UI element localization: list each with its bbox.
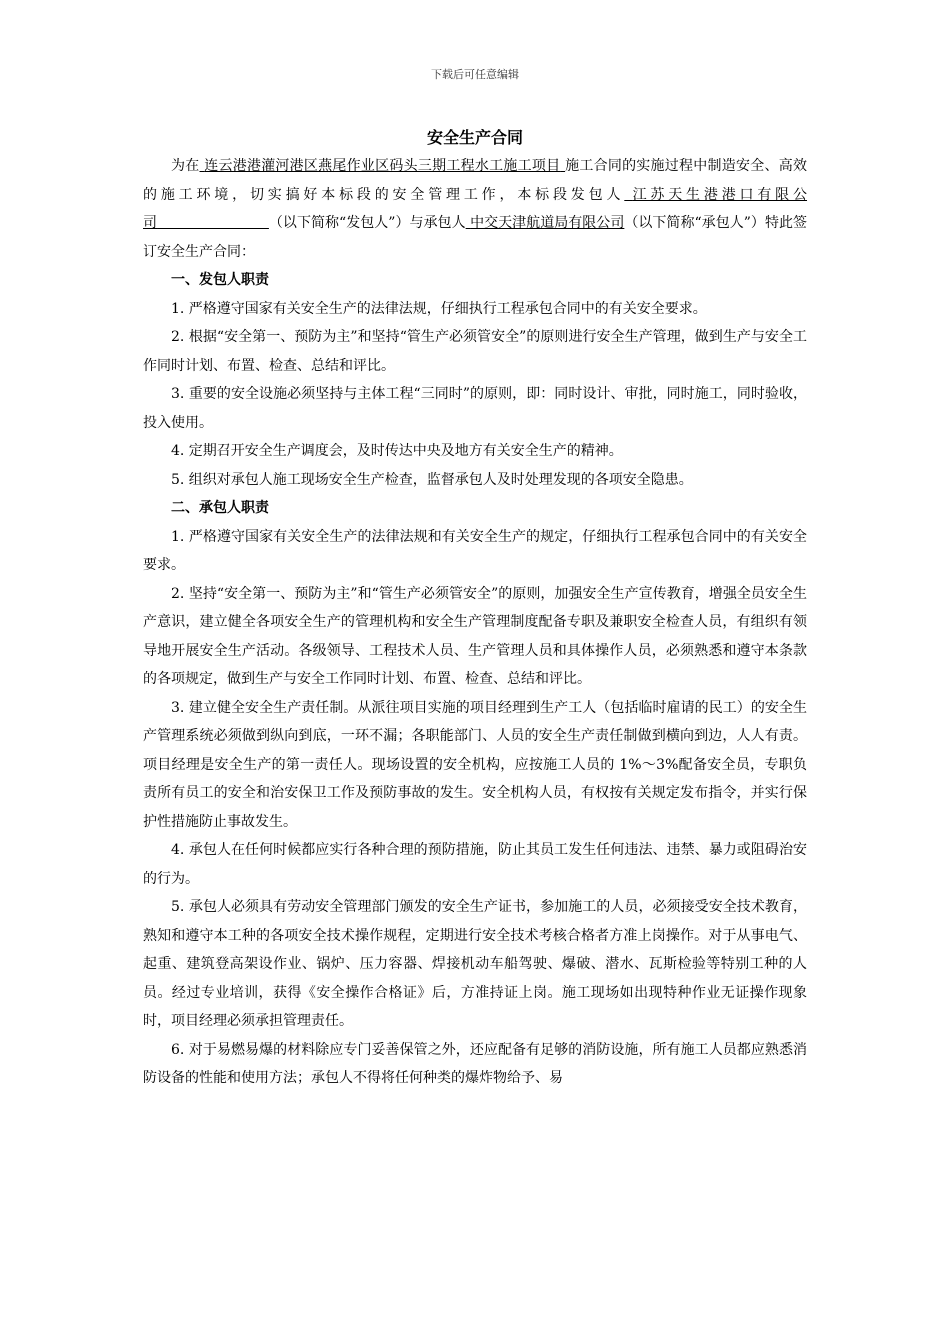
intro-paragraph <box>143 152 807 266</box>
section-2-item-1: 1. 严格遵守国家有关安全生产的法律法规和有关安全生产的规定，仔细执行工程承包合同中的有关安全要求。 <box>143 528 807 573</box>
section-2-heading: 二、承包人职责 <box>171 500 269 516</box>
intro-text-3: （以下简称“发包人”）与承包人 <box>268 215 466 231</box>
document-body <box>143 124 807 1093</box>
section-2-item-5: 5. 承包人必须具有劳动安全管理部门颁发的安全生产证书，参加施工的人员，必须接受安全技术教育，熟知和遵守本工种的各项安全技术操作规程，定期进行安全技术考核合格者方准上岗操作。对于从事电气、起重、建筑登高架设作业、锅炉、压力容器、焊接机动车船驾驶、爆破、潜水、瓦斯检验等特别工种的人员。经过专业培训，获得《安全操作合格证》后，方准持证上岗。施工现场如出现特种作业无证操作现象时，项目经理必须承担管理责任。 <box>143 899 807 1029</box>
intro-text-2: 施工合同的实施过程中制造安全、高效的施工环境，切实搞好本标段的安全管理工作，本标段发包人 <box>143 158 808 203</box>
section-2-item-4: 4. 承包人在任何时候都应实行各种合理的预防措施，防止其员工发生任何违法、违禁、暴力或阻碍治安的行为。 <box>143 842 807 887</box>
intro-text-1: 为在 <box>171 158 200 174</box>
project-name: 连云港港灌河港区燕尾作业区码头三期工程水工施工项目 <box>204 158 561 174</box>
section-2-item-3: 3. 建立健全安全生产责任制。从派往项目实施的项目经理到生产工人（包括临时雇请的民工）的安全生产管理系统必须做到纵向到底，一环不漏；各职能部门、人员的安全生产责任制做到横向到边，人人有责。项目经理是安全生产的第一责任人。现场设置的安全机构，应按施工人员的 1%～3%配备安全员，专职负责所有员工的安全和治安保卫工作及预防事故的发生。安全机构人员，有权按有关规定发布指令，并实行保护性措施防止事故发生。 <box>143 699 807 830</box>
employer-name: 江苏天生港港口有限公司 <box>143 186 808 231</box>
contractor-name: 中交天津航道局有限公司 <box>470 215 625 231</box>
section-1-heading: 一、发包人职责 <box>171 272 269 288</box>
document-title: 安全生产合同 <box>426 128 523 147</box>
header-note: 下载后可任意编辑 <box>431 68 519 81</box>
section-1-item-5: 5. 组织对承包人施工现场安全生产检查，监督承包人及时处理发现的各项安全隐患。 <box>171 471 693 488</box>
section-1-item-2: 2. 根据“安全第一、预防为主”和坚持“管生产必须管安全”的原则进行安全生产管理，做到生产与安全工作同时计划、布置、检查、总结和评比。 <box>143 329 807 374</box>
intro-text-4: （以下简称“承包人”）特此签订安全生产合同： <box>143 215 807 260</box>
section-1-item-1: 1. 严格遵守国家有关安全生产的法律法规，仔细执行工程承包合同中的有关安全要求。 <box>171 300 707 317</box>
section-1-item-4: 4. 定期召开安全生产调度会，及时传达中央及地方有关安全生产的精神。 <box>171 443 623 459</box>
section-2-item-2: 2. 坚持“安全第一、预防为主”和“管生产必须管安全”的原则，加强安全生产宣传教育，增强全员安全生产意识，建立健全各项安全生产的管理机构和安全生产管理制度配备专职及兼职安全检查人员，有组织有领导地开展安全生产活动。各级领导、工程技术人员、生产管理人员和具体操作人员，必须熟悉和遵守本条款的各项规定，做到生产与安全工作同时计划、布置、检查、总结和评比。 <box>143 585 807 687</box>
section-2-item-6: 6. 对于易燃易爆的材料除应专门妥善保管之外，还应配备有足够的消防设施，所有施工人员都应熟悉消防设备的性能和使用方法；承包人不得将任何种类的爆炸物给予、易 <box>143 1041 807 1086</box>
section-1-item-3: 3. 重要的安全设施必须坚持与主体工程“三同时”的原则，即：同时设计、审批，同时施工，同时验收，投入使用。 <box>143 386 807 431</box>
